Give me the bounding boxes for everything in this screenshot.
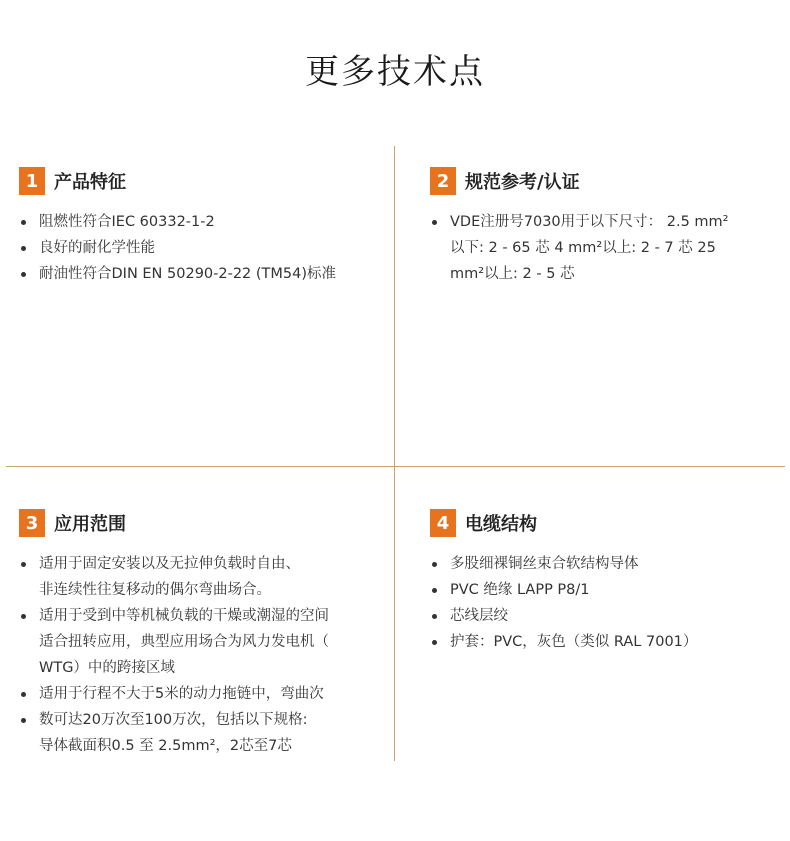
bullet-text-line: VDE注册号7030用于以下尺寸： 2.5 mm² [450, 214, 729, 230]
bullet-item [19, 707, 384, 759]
bullet-list [19, 551, 384, 759]
section-header [19, 509, 384, 537]
bullet-list [19, 209, 384, 287]
bullet-item [430, 629, 780, 655]
bullet-text-line: 芯线层绞 [450, 608, 508, 624]
bullet-text-line: 数可达20万次至100万次，包括以下规格: [39, 712, 308, 728]
bullet-text-line: 适合扭转应用，典型应用场合为风力发电机（ [39, 634, 329, 650]
section-number-badge: 2 [430, 167, 456, 195]
section-number-badge: 3 [19, 509, 45, 537]
bullet-item [19, 235, 384, 261]
bullet-text-line: 导体截面积0.5 至 2.5mm²，2芯至7芯 [39, 738, 292, 754]
bullet-item [19, 603, 384, 681]
bullet-text-line: 护套：PVC，灰色（类似 RAL 7001） [450, 634, 698, 650]
vertical-divider [394, 146, 395, 761]
section-title: 产品特征 [54, 172, 126, 193]
bullet-item [19, 681, 384, 707]
bullet-text-line: mm²以上: 2 - 5 芯 [450, 266, 575, 282]
bullet-text-line: 适用于受到中等机械负载的干燥或潮湿的空间 [39, 608, 329, 624]
bullet-text-line: 耐油性符合DIN EN 50290-2-22 (TM54)标准 [39, 266, 337, 282]
page-title: 更多技术点 [305, 52, 485, 92]
section-features [19, 167, 384, 287]
section-number-badge: 1 [19, 167, 45, 195]
bullet-item [430, 603, 780, 629]
bullet-text-line: WTG）中的跨接区域 [39, 660, 175, 676]
section-cable-structure [430, 509, 780, 655]
bullet-text-line: PVC 绝缘 LAPP P8/1 [450, 582, 590, 598]
bullet-text-line: 适用于固定安装以及无拉伸负载时自由、 [39, 556, 300, 572]
bullet-list [430, 209, 780, 287]
bullet-text-line: 非连续性往复移动的偶尔弯曲场合。 [39, 582, 271, 598]
bullet-item [430, 209, 780, 287]
bullet-item [430, 551, 780, 577]
bullet-item [19, 209, 384, 235]
bullet-text-line: 以下: 2 - 65 芯 4 mm²以上: 2 - 7 芯 25 [450, 240, 716, 256]
section-title: 规范参考/认证 [465, 172, 580, 193]
bullet-text-line: 良好的耐化学性能 [39, 240, 155, 256]
horizontal-divider [6, 466, 785, 467]
section-certifications [430, 167, 780, 287]
section-application [19, 509, 384, 759]
bullet-text-line: 多股细裸铜丝束合软结构导体 [450, 556, 639, 572]
section-number-badge: 4 [430, 509, 456, 537]
bullet-text-line: 适用于行程不大于5米的动力拖链中，弯曲次 [39, 686, 324, 702]
bullet-item [19, 551, 384, 603]
section-title: 电缆结构 [465, 514, 537, 535]
bullet-item [19, 261, 384, 287]
bullet-list [430, 551, 780, 655]
section-header [19, 167, 384, 195]
section-header [430, 167, 780, 195]
section-header [430, 509, 780, 537]
bullet-text-line: 阻燃性符合IEC 60332-1-2 [39, 214, 215, 230]
section-title: 应用范围 [54, 514, 126, 535]
bullet-item [430, 577, 780, 603]
